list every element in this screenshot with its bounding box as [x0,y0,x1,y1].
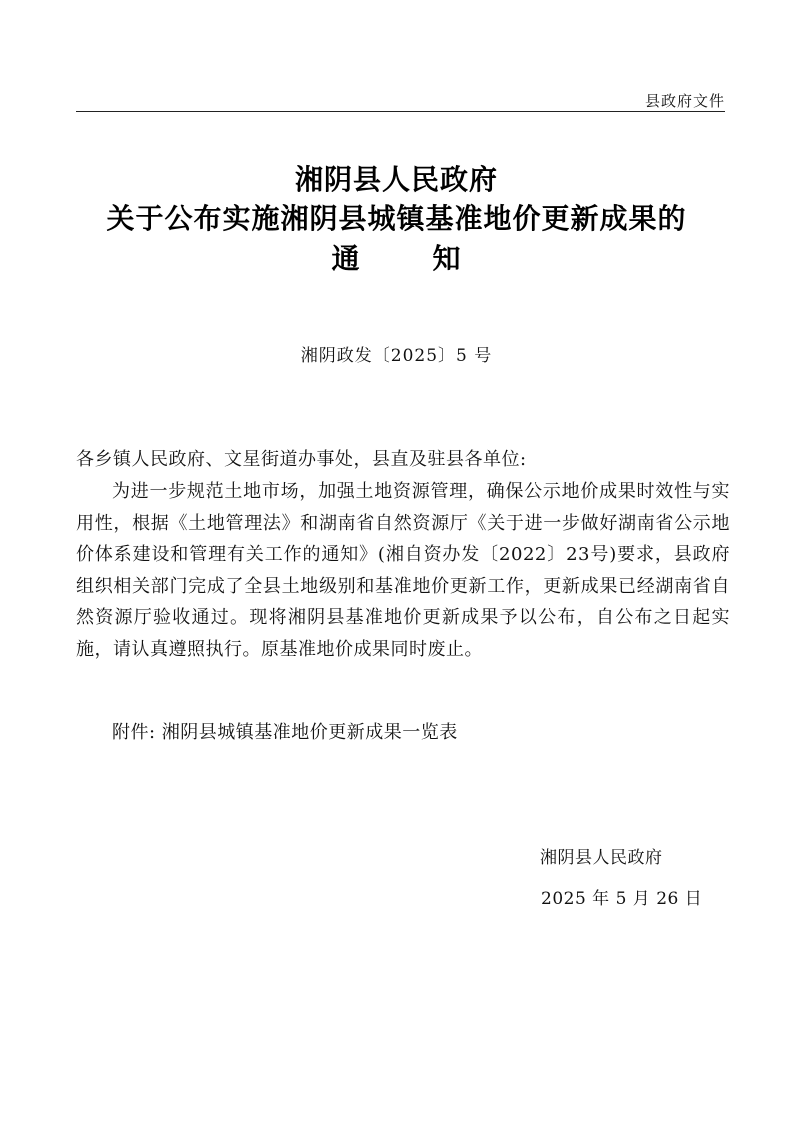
signature-issuer: 湘阴县人民政府 [540,848,663,868]
body-paragraph: 为进一步规范土地市场，加强土地资源管理，确保公示地价成果时效性与实用性，根据《土地管理法》和湖南省自然资源厅《关于进一步做好湖南省公示地价体系建设和管理有关工作的通知》(湘自资办发〔2022〕23号)要求，县政府组织相关部门完成了全县土地级别和基准地价更新工作，更新成果已经湖南省自然资源厅验收通过。现将湘阴县基准地价更新成果予以公布，自公布之日起实施，请认真遵照执行。原基准地价成果同时废止。 [76,481,730,660]
document-category-label: 县政府文件 [644,92,725,110]
signature-date: 2025 年 5 月 26 日 [541,889,703,909]
attachment-line: 附件: 湘阴县城镇基准地价更新成果一览表 [112,722,458,743]
document-number: 湘阴政发〔2025〕5 号 [300,346,493,366]
title-issuer: 湘阴县人民政府 [294,163,498,196]
title-notice [0,242,793,275]
title-subject: 关于公布实施湘阴县城镇基准地价更新成果的 [106,202,687,235]
title-notice-char-2: 知 [432,242,462,275]
header-divider [76,111,725,112]
salutation: 各乡镇人民政府、文星街道办事处，县直及驻县各单位: [76,449,527,470]
title-notice-char-1: 通 [331,242,361,275]
